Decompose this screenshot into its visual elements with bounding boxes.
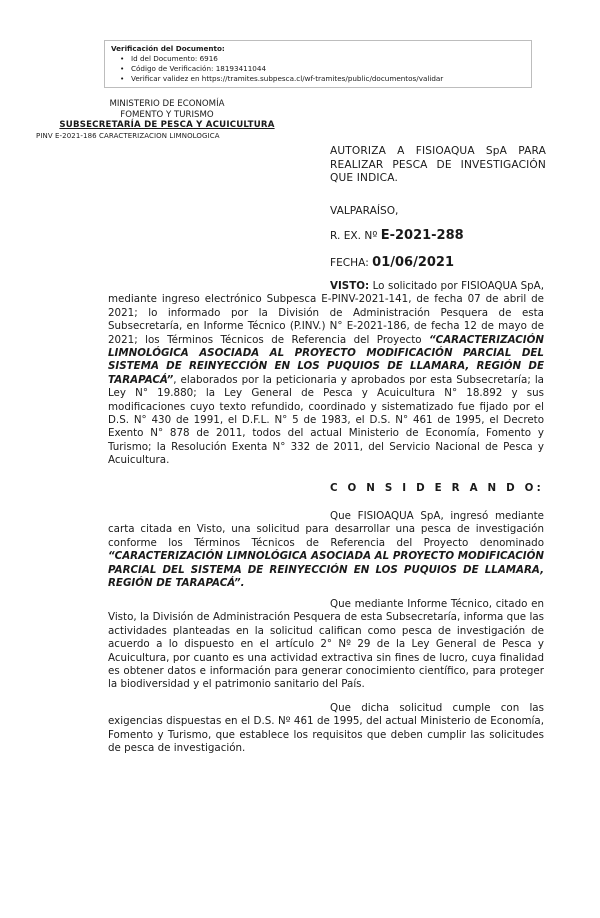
verification-doc-id: • Id del Documento: 6916 <box>131 54 525 64</box>
verification-title: Verificación del Documento: <box>111 44 225 53</box>
resolution-label: R. EX. Nº <box>330 230 378 242</box>
visto-label: VISTO: <box>330 280 370 292</box>
resolution-value: E-2021-288 <box>380 228 464 243</box>
considerando-title: C O N S I D E R A N D O: <box>330 482 544 494</box>
considerando-3-text: Que dicha solicitud cumple con las exigencias dispuestas en el D.S. Nº 461 de 1995, del actual Ministerio de Economía, Fomento y Turismo, que establece los requisitos que deben cumplir las solicitudes de pesca de investigación. <box>108 702 544 755</box>
resolution-summary: AUTORIZA A FISIOAQUA SpA PARA REALIZAR PESCA DE INVESTIGACIÓN QUE INDICA. <box>330 145 546 184</box>
date-value: 01/06/2021 <box>372 255 455 270</box>
considerando-2-text: Que mediante Informe Técnico, citado en Visto, la División de Administración Pesquera de esta Subsecretaría, informa que las actividades planteadas en la solicitud califican como pesca de investigación de acuerdo a lo dispuesto en el artículo 2° Nº 29 de la Ley General de Pesca y Acuicultura, por cuanto es una actividad extractiva sin fines de lucro, cuya finalidad es obtener datos e información para generar conocimiento científico, para proteger la biodiversidad y el patrimonio sanitario del País. <box>108 598 544 691</box>
visto-text-1: Lo solicitado por FISIOAQUA SpA, mediante ingreso electrónico Subpesca E-PINV-2021-141, de fecha 07 de abril de 2021; lo informado por la División de Administración Pesquera de esta Subsecretaría, en Informe Técnico (P.INV.) N° E-2021-186, de fecha 12 de mayo de 2021; los Términos Técnicos de Referencia del Proyecto <box>108 280 544 346</box>
verification-link[interactable]: • Verificar validez en https://tramites.subpesca.cl/wf-tramites/public/documentos/validar <box>131 74 525 84</box>
subsecretaria-name: SUBSECRETARÍA DE PESCA Y ACUICULTURA <box>59 120 275 130</box>
verification-list <box>111 54 525 84</box>
place: VALPARAÍSO, <box>330 205 399 217</box>
visto-section <box>108 280 544 468</box>
considerando-1-project: “CARACTERIZACIÓN LIMNOLÓGICA ASOCIADA AL PROYECTO MODIFICACIÓN PARCIAL DEL SISTEMA DE REINYECCIÓN EN LOS PUQUIOS DE LLAMARA, REGIÓN DE TARAPACÁ”. <box>108 550 544 590</box>
considerando-paragraph-3 <box>108 702 544 756</box>
verification-code: • Código de Verificación: 18193411044 <box>131 64 525 74</box>
ministry-name: MINISTERIO DE ECONOMÍA <box>109 99 225 109</box>
institution-header <box>36 99 298 141</box>
considerando-1-text: Que FISIOAQUA SpA, ingresó mediante carta citada en Visto, una solicitud para desarrollar una pesca de investigación conforme los Términos Técnicos de Referencia del Proyecto denominado <box>108 510 544 549</box>
document-reference: PINV E-2021-186 CARACTERIZACION LIMNOLOGICA <box>36 131 220 140</box>
ministry-name-2: FOMENTO Y TURISMO <box>120 109 214 120</box>
date-label: FECHA: <box>330 257 369 269</box>
verification-box <box>104 40 532 88</box>
visto-text-2: , elaborados por la peticionaria y aprobados por esta Subsecretaría; la Ley N° 19.880; la Ley General de Pesca y Acuicultura N° 18.892 y sus modificaciones cuyo texto refundido, coordinado y sistematizado fue fijado por el D.S. N° 430 de 1991, el D.F.L. N° 5 de 1983, el D.S. N° 461 de 1995, el Decreto Exento N° 878 de 2011, todos del actual Ministerio de Economía, Fomento y Turismo; la Resolución Exenta N° 332 de 2011, del Servicio Nacional de Pesca y Acuicultura. <box>108 373 544 467</box>
considerando-paragraph-2 <box>108 598 544 692</box>
considerando-paragraph-1 <box>108 510 544 590</box>
resolution-date <box>330 256 454 271</box>
resolution-number <box>330 229 464 244</box>
visto-project-title: “CARACTERIZACIÓN LIMNOLÓGICA ASOCIADA AL PROYECTO MODIFICACIÓN PARCIAL DEL SISTEMA DE REINYECCIÓN EN LOS PUQUIOS DE LLAMARA, REGIÓN DE TARAPACÁ” <box>108 333 544 386</box>
